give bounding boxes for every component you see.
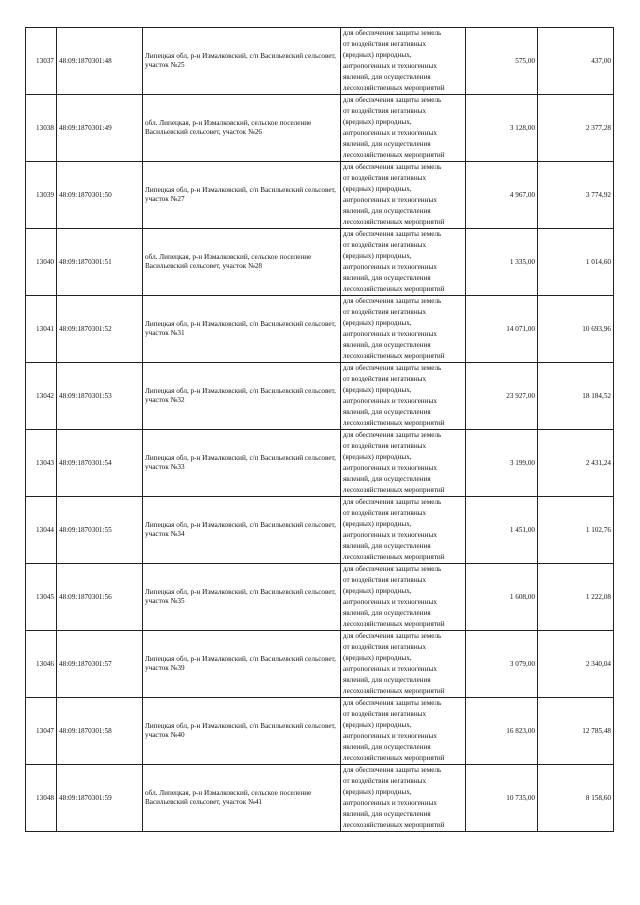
plot-area: 14 071,00 xyxy=(466,296,538,363)
purpose-line: для обеспечения защиты земель xyxy=(343,96,442,104)
purpose-line: (вредных) природных, xyxy=(343,118,412,126)
land-use-purpose xyxy=(341,564,466,631)
purpose-line: явлений, для осуществления xyxy=(343,341,431,349)
purpose-line: (вредных) природных, xyxy=(343,788,412,796)
plot-area: 4 967,00 xyxy=(466,162,538,229)
cadastral-value: 2 340,04 xyxy=(538,631,614,698)
purpose-line: для обеспечения защиты земель xyxy=(343,498,442,506)
table-row xyxy=(26,765,614,832)
table-row xyxy=(26,296,614,363)
cadastral-number: 48:09:1870301:55 xyxy=(57,497,143,564)
plot-area: 575,00 xyxy=(466,28,538,95)
row-number: 13043 xyxy=(26,430,57,497)
cadastral-number: 48:09:1870301:49 xyxy=(57,95,143,162)
row-number: 13037 xyxy=(26,28,57,95)
plot-area: 23 927,00 xyxy=(466,363,538,430)
table-row xyxy=(26,430,614,497)
purpose-line: антропогенных и техногенных xyxy=(343,464,437,472)
cadastral-number: 48:09:1870301:57 xyxy=(57,631,143,698)
purpose-line: для обеспечения защиты земель xyxy=(343,699,442,707)
cadastral-number: 48:09:1870301:54 xyxy=(57,430,143,497)
cadastral-value: 2 431,24 xyxy=(538,430,614,497)
plot-address: Липецкая обл, р-н Измалковский, с/п Васильевский сельсовет, участок №27 xyxy=(143,162,341,229)
plot-address: Липецкая обл, р-н Измалковский, с/п Васильевский сельсовет, участок №25 xyxy=(143,28,341,95)
purpose-line: для обеспечения защиты земель xyxy=(343,632,442,640)
purpose-line: от воздействия негативных xyxy=(343,174,427,182)
table-row xyxy=(26,229,614,296)
cadastral-value: 437,00 xyxy=(538,28,614,95)
purpose-line: антропогенных и техногенных xyxy=(343,799,437,807)
purpose-line: лесохозяйственных мероприятий xyxy=(343,754,445,762)
row-number: 13042 xyxy=(26,363,57,430)
purpose-line: явлений, для осуществления xyxy=(343,73,431,81)
purpose-line: (вредных) природных, xyxy=(343,386,412,394)
purpose-line: от воздействия негативных xyxy=(343,375,427,383)
purpose-line: от воздействия негативных xyxy=(343,777,427,785)
purpose-line: (вредных) природных, xyxy=(343,185,412,193)
purpose-line: явлений, для осуществления xyxy=(343,743,431,751)
plot-area: 16 823,00 xyxy=(466,698,538,765)
plot-area: 1 335,00 xyxy=(466,229,538,296)
cadastral-number: 48:09:1870301:51 xyxy=(57,229,143,296)
table-row xyxy=(26,28,614,95)
purpose-line: лесохозяйственных мероприятий xyxy=(343,352,445,360)
table-row xyxy=(26,698,614,765)
purpose-line: для обеспечения защиты земель xyxy=(343,766,442,774)
purpose-line: явлений, для осуществления xyxy=(343,140,431,148)
purpose-line: от воздействия негативных xyxy=(343,442,427,450)
purpose-line: лесохозяйственных мероприятий xyxy=(343,419,445,427)
purpose-line: антропогенных и техногенных xyxy=(343,598,437,606)
cadastral-number: 48:09:1870301:58 xyxy=(57,698,143,765)
cadastral-value: 18 184,52 xyxy=(538,363,614,430)
plot-address: обл. Липецкая, р-н Измалковский, сельское поселение Васильевский сельсовет, участок №41 xyxy=(143,765,341,832)
purpose-line: от воздействия негативных xyxy=(343,308,427,316)
purpose-line: для обеспечения защиты земель xyxy=(343,29,442,37)
land-use-purpose xyxy=(341,162,466,229)
purpose-line: явлений, для осуществления xyxy=(343,609,431,617)
purpose-line: лесохозяйственных мероприятий xyxy=(343,285,445,293)
purpose-line: антропогенных и техногенных xyxy=(343,665,437,673)
table-row xyxy=(26,631,614,698)
cadastral-number: 48:09:1870301:59 xyxy=(57,765,143,832)
purpose-line: явлений, для осуществления xyxy=(343,542,431,550)
purpose-line: явлений, для осуществления xyxy=(343,274,431,282)
purpose-line: лесохозяйственных мероприятий xyxy=(343,687,445,695)
row-number: 13048 xyxy=(26,765,57,832)
purpose-line: лесохозяйственных мероприятий xyxy=(343,218,445,226)
land-use-purpose xyxy=(341,296,466,363)
table-row xyxy=(26,497,614,564)
land-plot-table xyxy=(25,27,614,832)
plot-address: Липецкая обл, р-н Измалковский, с/п Васильевский сельсовет, участок №33 xyxy=(143,430,341,497)
cadastral-value: 8 158,60 xyxy=(538,765,614,832)
table-row xyxy=(26,95,614,162)
purpose-line: антропогенных и техногенных xyxy=(343,397,437,405)
purpose-line: лесохозяйственных мероприятий xyxy=(343,84,445,92)
purpose-line: антропогенных и техногенных xyxy=(343,330,437,338)
plot-address: Липецкая обл, р-н Измалковский, с/п Васильевский сельсовет, участок №35 xyxy=(143,564,341,631)
plot-address: Липецкая обл, р-н Измалковский, с/п Васильевский сельсовет, участок №40 xyxy=(143,698,341,765)
plot-area: 3 079,00 xyxy=(466,631,538,698)
purpose-line: от воздействия негативных xyxy=(343,710,427,718)
table-row xyxy=(26,162,614,229)
row-number: 13041 xyxy=(26,296,57,363)
purpose-line: (вредных) природных, xyxy=(343,51,412,59)
purpose-line: от воздействия негативных xyxy=(343,107,427,115)
cadastral-number: 48:09:1870301:52 xyxy=(57,296,143,363)
plot-address: обл. Липецкая, р-н Измалковский, сельское поселение Васильевский сельсовет, участок №28 xyxy=(143,229,341,296)
purpose-line: для обеспечения защиты земель xyxy=(343,297,442,305)
purpose-line: лесохозяйственных мероприятий xyxy=(343,620,445,628)
land-use-purpose xyxy=(341,497,466,564)
table-row xyxy=(26,363,614,430)
plot-area: 3 128,00 xyxy=(466,95,538,162)
purpose-line: антропогенных и техногенных xyxy=(343,531,437,539)
plot-address: Липецкая обл, р-н Измалковский, с/п Васильевский сельсовет, участок №39 xyxy=(143,631,341,698)
land-use-purpose xyxy=(341,631,466,698)
row-number: 13038 xyxy=(26,95,57,162)
purpose-line: явлений, для осуществления xyxy=(343,207,431,215)
land-use-purpose xyxy=(341,363,466,430)
row-number: 13047 xyxy=(26,698,57,765)
land-use-purpose xyxy=(341,28,466,95)
plot-area: 1 608,00 xyxy=(466,564,538,631)
purpose-line: антропогенных и техногенных xyxy=(343,62,437,70)
purpose-line: от воздействия негативных xyxy=(343,509,427,517)
cadastral-value: 12 785,48 xyxy=(538,698,614,765)
purpose-line: для обеспечения защиты земель xyxy=(343,163,442,171)
purpose-line: антропогенных и техногенных xyxy=(343,732,437,740)
cadastral-value: 2 377,28 xyxy=(538,95,614,162)
purpose-line: явлений, для осуществления xyxy=(343,408,431,416)
row-number: 13046 xyxy=(26,631,57,698)
cadastral-number: 48:09:1870301:56 xyxy=(57,564,143,631)
cadastral-number: 48:09:1870301:53 xyxy=(57,363,143,430)
plot-address: Липецкая обл, р-н Измалковский, с/п Васильевский сельсовет, участок №31 xyxy=(143,296,341,363)
purpose-line: лесохозяйственных мероприятий xyxy=(343,553,445,561)
purpose-line: для обеспечения защиты земель xyxy=(343,565,442,573)
land-use-purpose xyxy=(341,95,466,162)
table-row xyxy=(26,564,614,631)
land-use-purpose xyxy=(341,765,466,832)
land-use-purpose xyxy=(341,698,466,765)
cadastral-number: 48:09:1870301:50 xyxy=(57,162,143,229)
plot-area: 1 451,00 xyxy=(466,497,538,564)
cadastral-value: 1 102,76 xyxy=(538,497,614,564)
purpose-line: (вредных) природных, xyxy=(343,520,412,528)
purpose-line: явлений, для осуществления xyxy=(343,475,431,483)
cadastral-value: 1 222,08 xyxy=(538,564,614,631)
purpose-line: антропогенных и техногенных xyxy=(343,129,437,137)
purpose-line: явлений, для осуществления xyxy=(343,810,431,818)
plot-address: Липецкая обл, р-н Измалковский, с/п Васильевский сельсовет, участок №32 xyxy=(143,363,341,430)
purpose-line: (вредных) природных, xyxy=(343,721,412,729)
purpose-line: от воздействия негативных xyxy=(343,576,427,584)
row-number: 13039 xyxy=(26,162,57,229)
purpose-line: (вредных) природных, xyxy=(343,252,412,260)
plot-address: обл. Липецкая, р-н Измалковский, сельское поселение Васильевский сельсовет, участок №26 xyxy=(143,95,341,162)
purpose-line: лесохозяйственных мероприятий xyxy=(343,821,445,829)
plot-area: 10 735,00 xyxy=(466,765,538,832)
row-number: 13044 xyxy=(26,497,57,564)
purpose-line: лесохозяйственных мероприятий xyxy=(343,486,445,494)
cadastral-number: 48:09:1870301:48 xyxy=(57,28,143,95)
purpose-line: лесохозяйственных мероприятий xyxy=(343,151,445,159)
row-number: 13045 xyxy=(26,564,57,631)
purpose-line: (вредных) природных, xyxy=(343,319,412,327)
purpose-line: (вредных) природных, xyxy=(343,654,412,662)
row-number: 13040 xyxy=(26,229,57,296)
plot-area: 3 199,00 xyxy=(466,430,538,497)
purpose-line: для обеспечения защиты земель xyxy=(343,364,442,372)
purpose-line: (вредных) природных, xyxy=(343,453,412,461)
purpose-line: от воздействия негативных xyxy=(343,643,427,651)
purpose-line: для обеспечения защиты земель xyxy=(343,431,442,439)
purpose-line: для обеспечения защиты земель xyxy=(343,230,442,238)
land-use-purpose xyxy=(341,229,466,296)
cadastral-value: 10 693,96 xyxy=(538,296,614,363)
purpose-line: (вредных) природных, xyxy=(343,587,412,595)
purpose-line: от воздействия негативных xyxy=(343,40,427,48)
purpose-line: явлений, для осуществления xyxy=(343,676,431,684)
cadastral-value: 3 774,92 xyxy=(538,162,614,229)
plot-address: Липецкая обл, р-н Измалковский, с/п Васильевский сельсовет, участок №34 xyxy=(143,497,341,564)
cadastral-value: 1 014,60 xyxy=(538,229,614,296)
purpose-line: антропогенных и техногенных xyxy=(343,263,437,271)
land-use-purpose xyxy=(341,430,466,497)
purpose-line: от воздействия негативных xyxy=(343,241,427,249)
purpose-line: антропогенных и техногенных xyxy=(343,196,437,204)
